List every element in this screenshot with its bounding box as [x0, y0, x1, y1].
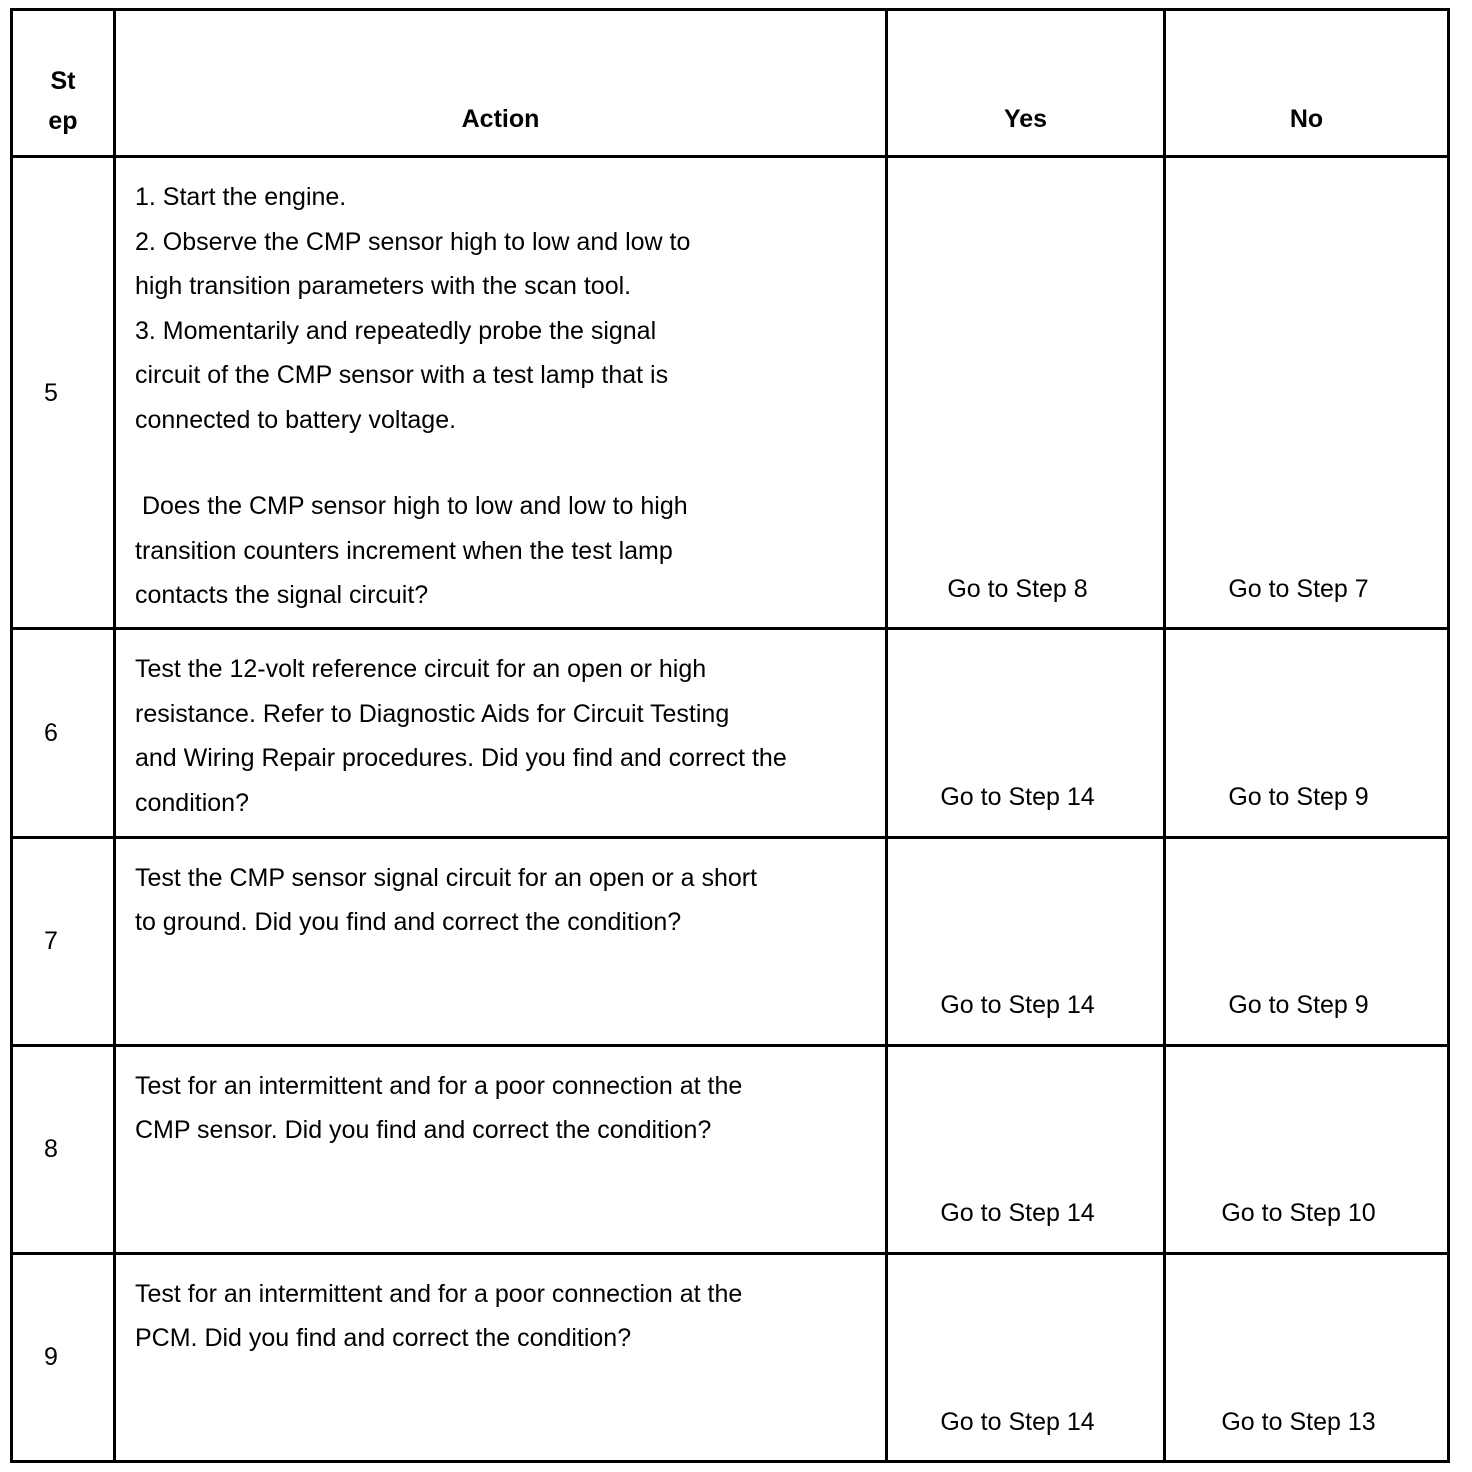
table-row-step-5: [12, 157, 1449, 629]
action-line: Test for an intermittent and for a poor connection at the: [135, 1279, 743, 1308]
action-line: Test the 12-volt reference circuit for an open or high: [135, 655, 707, 684]
table-row-step-6: [12, 629, 1449, 837]
yes-result: Go to Step 8: [887, 157, 1165, 629]
action-line: Test the CMP sensor signal circuit for an open or a short: [135, 863, 758, 892]
header-step-line-2: ep: [48, 107, 78, 136]
no-result: Go to Step 7: [1165, 157, 1449, 629]
diagnostic-table: [10, 8, 1450, 1463]
action-line: CMP sensor. Did you find and correct the condition?: [135, 1116, 712, 1145]
action-line: connected to battery voltage.: [135, 405, 457, 434]
action-line: 2. Observe the CMP sensor high to low and low to: [135, 227, 691, 256]
table-row-step-8: [12, 1045, 1449, 1253]
step-number: 9: [12, 1253, 115, 1461]
action-cell: [115, 837, 887, 1045]
yes-result: Go to Step 14: [887, 837, 1165, 1045]
action-line: PCM. Did you find and correct the condition?: [135, 1324, 632, 1353]
no-result: Go to Step 9: [1165, 837, 1449, 1045]
yes-result: Go to Step 14: [887, 629, 1165, 837]
action-cell: [115, 157, 887, 629]
no-result: Go to Step 9: [1165, 629, 1449, 837]
header-action: Action: [115, 10, 887, 157]
action-cell: [115, 1045, 887, 1253]
yes-result: Go to Step 14: [887, 1253, 1165, 1461]
question-line: Does the CMP sensor high to low and low to high: [135, 492, 688, 521]
action-line: 1. Start the engine.: [135, 183, 347, 212]
paragraph-gap: [135, 442, 865, 484]
header-step-line-1: St: [50, 67, 76, 96]
action-line: 3. Momentarily and repeatedly probe the signal: [135, 316, 657, 345]
header-step: [12, 10, 115, 157]
action-line: high transition parameters with the scan tool.: [135, 272, 632, 301]
question-line: transition counters increment when the test lamp: [135, 536, 673, 565]
header-yes: Yes: [887, 10, 1165, 157]
action-line: Test for an intermittent and for a poor connection at the: [135, 1071, 743, 1100]
action-line: to ground. Did you find and correct the condition?: [135, 908, 682, 937]
question-line: contacts the signal circuit?: [135, 581, 429, 610]
no-result: Go to Step 10: [1165, 1045, 1449, 1253]
yes-result: Go to Step 14: [887, 1045, 1165, 1253]
action-line: circuit of the CMP sensor with a test lamp that is: [135, 361, 669, 390]
step-number: 8: [12, 1045, 115, 1253]
header-no: No: [1165, 10, 1449, 157]
table-row-step-9: [12, 1253, 1449, 1461]
step-number: 7: [12, 837, 115, 1045]
no-result: Go to Step 13: [1165, 1253, 1449, 1461]
header-row: [12, 10, 1449, 157]
step-number: 5: [12, 157, 115, 629]
action-line: resistance. Refer to Diagnostic Aids for Circuit Testing: [135, 699, 730, 728]
action-line: condition?: [135, 788, 249, 817]
action-cell: [115, 1253, 887, 1461]
table-row-step-7: [12, 837, 1449, 1045]
action-cell: [115, 629, 887, 837]
action-line: and Wiring Repair procedures. Did you find and correct the: [135, 744, 787, 773]
step-number: 6: [12, 629, 115, 837]
